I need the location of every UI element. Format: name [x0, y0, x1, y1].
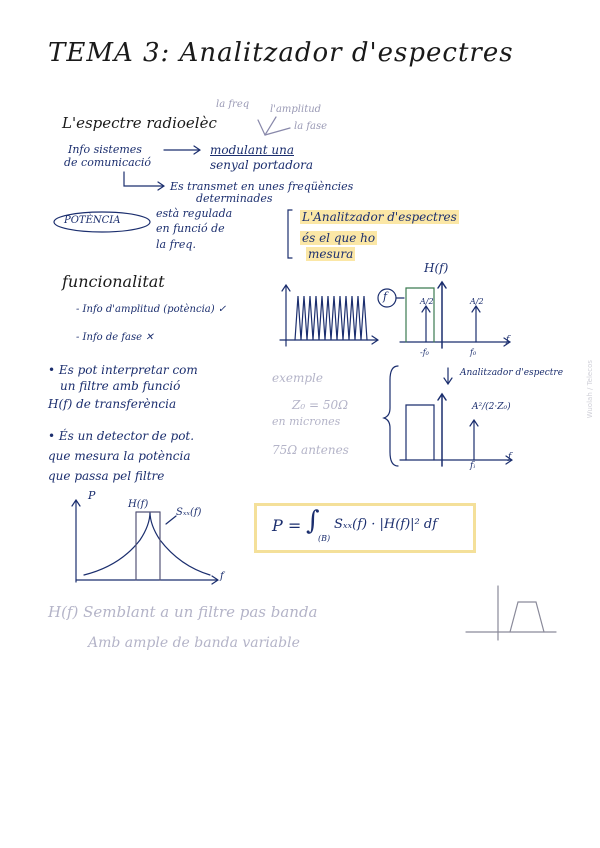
text-info-sistemes: Info sistemes: [68, 143, 142, 156]
label-f-axis-1: f: [506, 335, 510, 345]
formula-integral-sign: ∫: [306, 506, 320, 536]
spectrum1-axis-y: [438, 282, 446, 348]
modulated-signal: [295, 296, 367, 340]
text-determinades: determinades: [196, 192, 273, 205]
label-f-circle: f: [383, 290, 388, 303]
big-brace: [384, 366, 398, 466]
text-75-antenes: 75Ω antenes: [272, 443, 349, 457]
text-modulant: modulant una: [210, 143, 294, 157]
formula-subscript: (B): [318, 534, 331, 543]
label-a-squared: A²/(2·Z₀): [472, 402, 511, 412]
bullet-interpretar-1: • Es pot interpretar com: [48, 363, 198, 377]
text-regulada: està regulada: [156, 207, 233, 220]
annotation-amplitud: l'amplitud: [270, 104, 322, 115]
bandpass-shape: [510, 602, 544, 632]
annotation-fase: la fase: [294, 121, 328, 132]
potencia-label: POTÈNCIA: [64, 215, 121, 226]
sxx-pointer: [166, 516, 176, 524]
conclusion-line-1: H(f) Semblant a un filtre pas banda: [48, 603, 318, 621]
bullet-detector-1: • És un detector de pot.: [48, 429, 195, 443]
label-fi: fᵢ: [470, 461, 476, 471]
bullet-detector-2: que mesura la potència: [48, 449, 191, 463]
label-hf-top: H(f): [424, 261, 449, 275]
watermark: Wuolah / Telecos: [586, 360, 594, 419]
conclusion-line-2: Amb ample de banda variable: [88, 635, 300, 651]
highlight-text-1: L'Analitzador d'espectres: [302, 210, 457, 224]
label-hf-graph: H(f): [128, 499, 149, 510]
item-amplitud: - Info d'amplitud (potència) ✓: [76, 304, 227, 315]
text-funcio: en funció de: [156, 222, 225, 235]
potencia-ellipse: [54, 212, 150, 232]
spectrum2-axis-x: [400, 456, 512, 464]
bullet-detector-3: que passa pel filtre: [48, 469, 165, 483]
arrow-to-modulant: [164, 146, 200, 154]
text-z0-50: Z₀ = 50Ω: [292, 398, 349, 412]
label-minus-f0: -f₀: [420, 348, 429, 357]
text-freq: la freq.: [156, 238, 196, 251]
spectrum1-axis-x: [400, 335, 510, 346]
highlight-text-3: mesura: [308, 247, 354, 261]
label-f-axis-3: f: [220, 571, 224, 582]
label-a2-left: A/2: [420, 297, 434, 306]
formula-p: P =: [272, 516, 302, 535]
psd-axis-x: [76, 576, 218, 584]
section2-heading: funcionalitat: [62, 272, 165, 291]
circle-f: [378, 289, 396, 307]
psd-curve: [84, 512, 210, 575]
spectrum1-filter-window: [406, 288, 434, 342]
spectrum2-delta: [470, 420, 478, 460]
annotation-arrow-freq: [258, 120, 265, 135]
spectrum1-delta-neg: [422, 306, 430, 342]
signal-graph-axis-y: [282, 285, 290, 346]
bullet-interpretar-3: H(f) de transferència: [48, 397, 177, 411]
arrow-down-analitzador: [444, 368, 452, 384]
text-microones: en micrones: [272, 415, 341, 428]
label-sxx: Sₓₓ(f): [176, 507, 202, 518]
arrow-to-transmet: [124, 172, 164, 190]
spectrum2-filter-window: [406, 405, 434, 460]
label-a2-right: A/2: [470, 297, 484, 306]
bracket: [288, 210, 292, 258]
annotation-freq: la freq: [216, 99, 250, 110]
highlight-text-2: és el que ho: [302, 231, 376, 245]
label-f0: f₀: [470, 348, 477, 357]
label-p-axis: P: [88, 489, 96, 502]
page-title: TEMA 3: Analitzador d'espectres: [48, 38, 514, 68]
section1-heading: L'espectre radioelèc: [62, 114, 217, 132]
text-exemple: exemple: [272, 371, 323, 385]
label-f-axis-2: f: [508, 452, 512, 462]
psd-axis-y: [72, 500, 80, 582]
text-transmet: Es transmet en unes freqüències: [170, 180, 354, 193]
text-analitzador-espectre: Analitzador d'espectre: [460, 368, 564, 378]
spectrum2-axis-y: [438, 394, 446, 466]
text-senyal-portadora: senyal portadora: [210, 158, 313, 172]
spectrum1-delta-pos: [472, 306, 480, 342]
bullet-interpretar-2: un filtre amb funció: [60, 379, 181, 393]
formula-body: Sₓₓ(f) · |H(f)|² df: [334, 517, 438, 532]
text-comunicacio: de comunicació: [64, 156, 151, 169]
item-fase: - Info de fase ✕: [76, 332, 154, 343]
